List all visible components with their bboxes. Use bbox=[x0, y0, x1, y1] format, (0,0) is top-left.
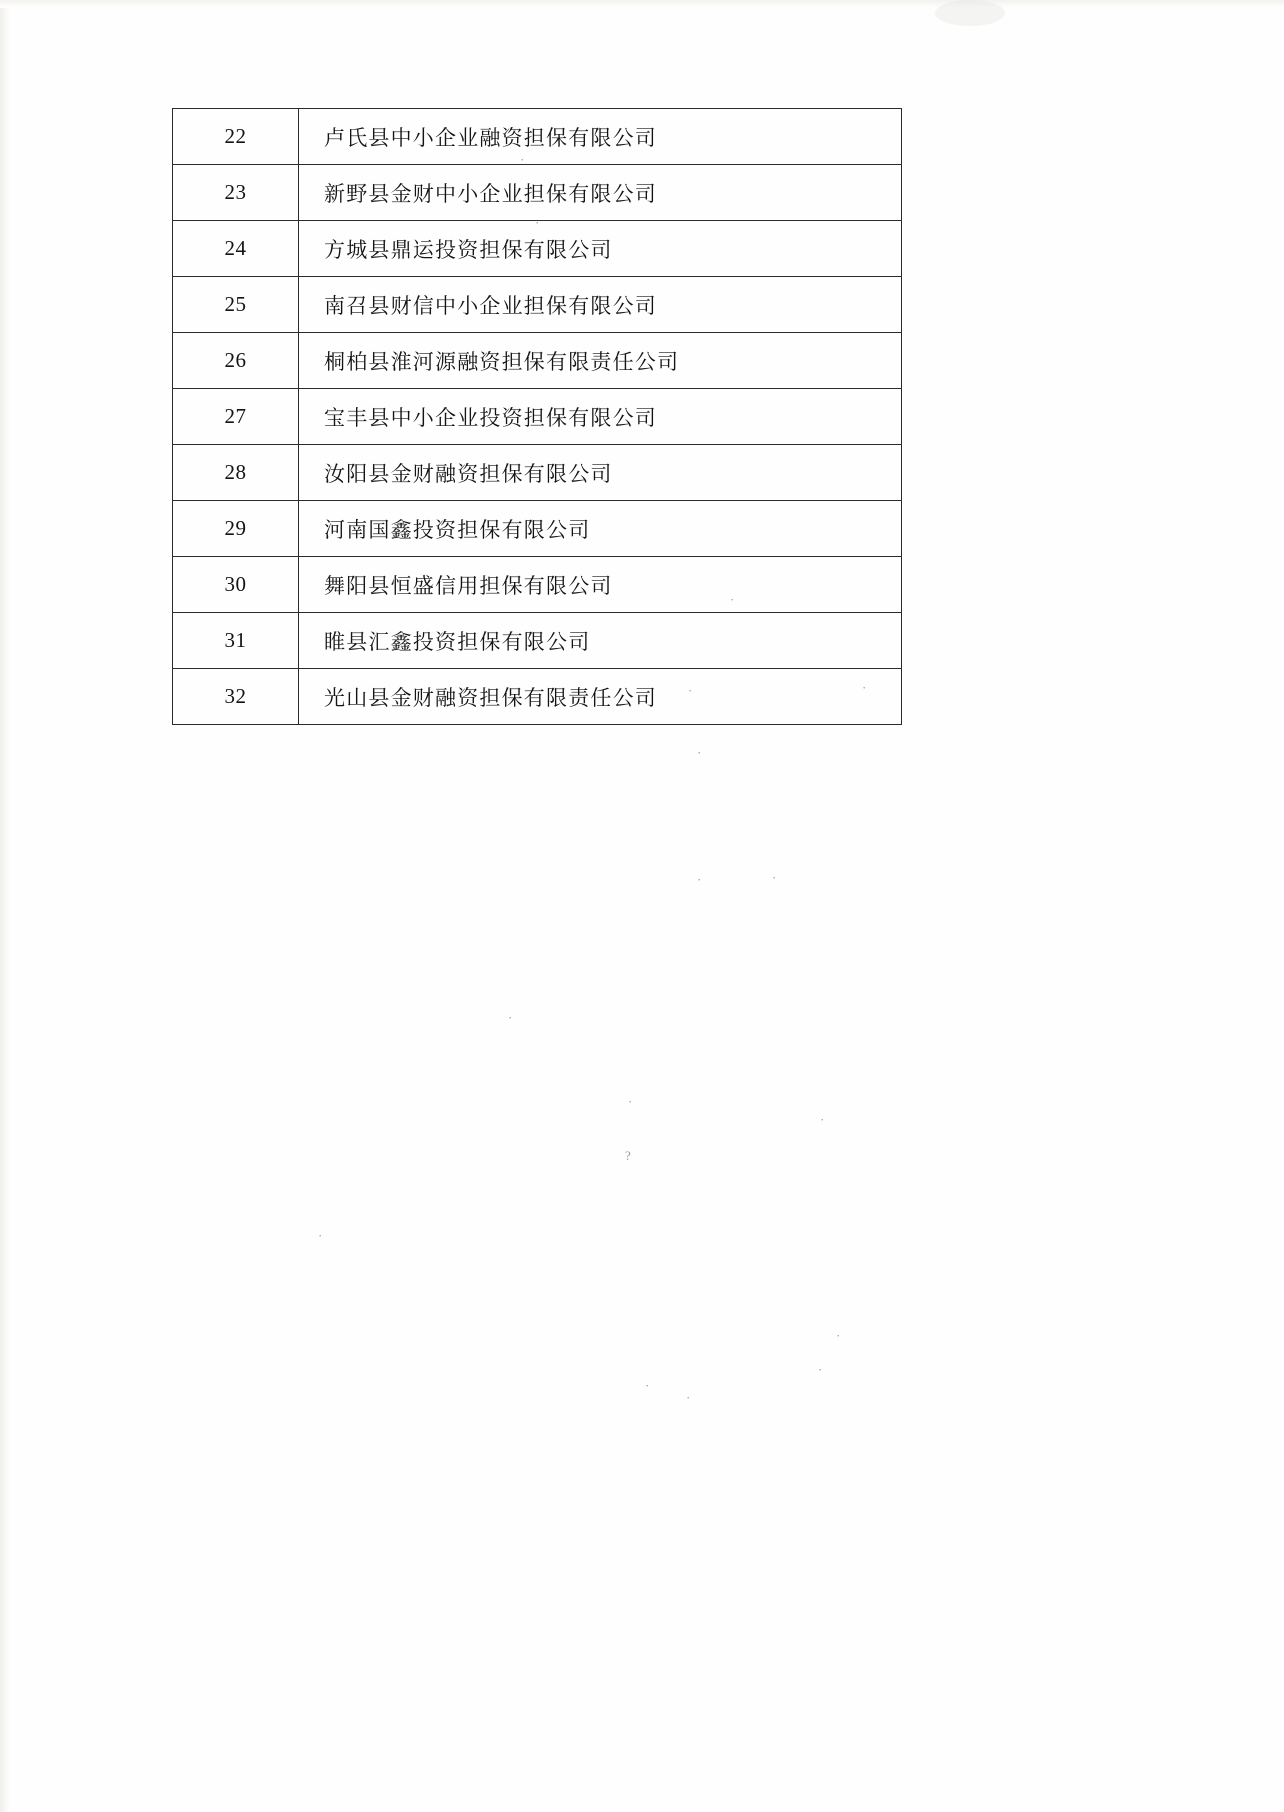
row-institution-name: 新野县金财中小企业担保有限公司 bbox=[299, 165, 902, 221]
scan-artifact: · bbox=[628, 1094, 633, 1109]
scan-artifact: · bbox=[836, 1328, 841, 1343]
guarantee-institution-table bbox=[172, 108, 902, 725]
table-row bbox=[173, 557, 902, 613]
table-row bbox=[173, 445, 902, 501]
row-institution-name: 桐柏县淮河源融资担保有限责任公司 bbox=[299, 333, 902, 389]
scan-artifact: · bbox=[535, 215, 540, 230]
table-row bbox=[173, 389, 902, 445]
page-edge-shadow-left bbox=[0, 0, 10, 1812]
table-row bbox=[173, 669, 902, 725]
scan-artifact: · bbox=[862, 680, 867, 695]
row-institution-name: 光山县金财融资担保有限责任公司 bbox=[299, 669, 902, 725]
scan-artifact: · bbox=[688, 683, 693, 698]
scan-artifact: · bbox=[772, 870, 777, 885]
row-index: 30 bbox=[173, 557, 299, 613]
page-edge-shadow-top bbox=[0, 0, 1284, 8]
row-institution-name: 舞阳县恒盛信用担保有限公司 bbox=[299, 557, 902, 613]
row-institution-name: 河南国鑫投资担保有限公司 bbox=[299, 501, 902, 557]
scan-artifact: · bbox=[520, 152, 525, 167]
table bbox=[172, 108, 902, 725]
row-institution-name: 卢氏县中小企业融资担保有限公司 bbox=[299, 109, 902, 165]
scan-artifact: ? bbox=[625, 1148, 631, 1163]
row-index: 29 bbox=[173, 501, 299, 557]
row-index: 26 bbox=[173, 333, 299, 389]
table-row bbox=[173, 165, 902, 221]
row-index: 27 bbox=[173, 389, 299, 445]
row-institution-name: 宝丰县中小企业投资担保有限公司 bbox=[299, 389, 902, 445]
row-institution-name: 方城县鼎运投资担保有限公司 bbox=[299, 221, 902, 277]
table-row bbox=[173, 277, 902, 333]
scan-artifact: · bbox=[686, 1390, 691, 1405]
table-row bbox=[173, 109, 902, 165]
scan-artifact: · bbox=[818, 1362, 823, 1377]
row-index: 22 bbox=[173, 109, 299, 165]
scan-artifact: · bbox=[697, 745, 702, 760]
row-index: 23 bbox=[173, 165, 299, 221]
row-index: 32 bbox=[173, 669, 299, 725]
scan-artifact: · bbox=[645, 1378, 650, 1393]
table-row bbox=[173, 613, 902, 669]
table-row bbox=[173, 333, 902, 389]
table-body bbox=[173, 109, 902, 725]
row-index: 31 bbox=[173, 613, 299, 669]
scan-artifact: · bbox=[697, 872, 702, 887]
row-index: 25 bbox=[173, 277, 299, 333]
scan-smudge bbox=[935, 0, 1005, 26]
row-institution-name: 汝阳县金财融资担保有限公司 bbox=[299, 445, 902, 501]
row-institution-name: 南召县财信中小企业担保有限公司 bbox=[299, 277, 902, 333]
row-institution-name: 睢县汇鑫投资担保有限公司 bbox=[299, 613, 902, 669]
scan-artifact: · bbox=[730, 592, 735, 607]
row-index: 24 bbox=[173, 221, 299, 277]
scan-artifact: · bbox=[508, 1010, 513, 1025]
scan-artifact: · bbox=[318, 1228, 323, 1243]
table-row bbox=[173, 501, 902, 557]
row-index: 28 bbox=[173, 445, 299, 501]
scan-artifact: · bbox=[820, 1112, 825, 1127]
